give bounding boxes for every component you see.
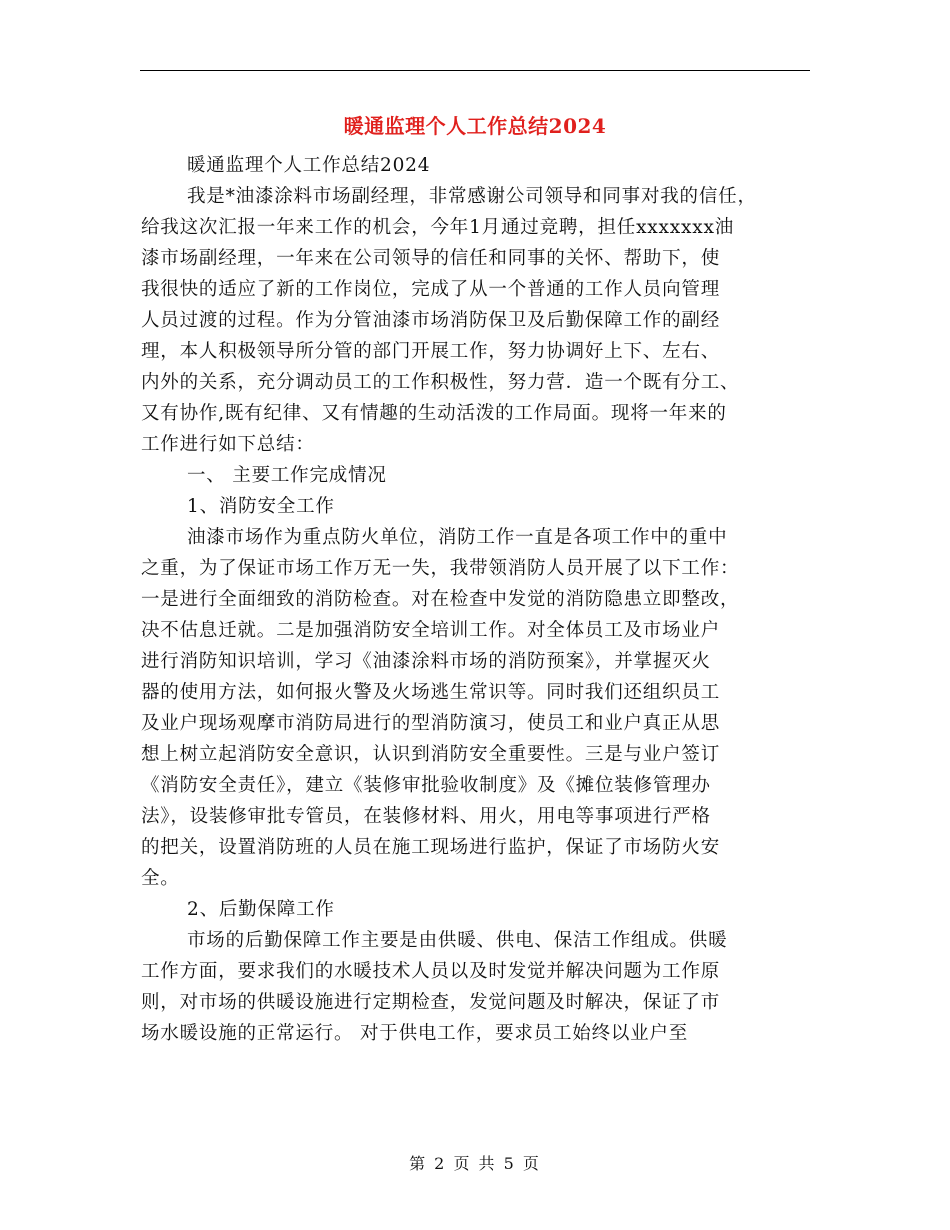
- text-line: 工作方面，要求我们的水暖技术人员以及时发觉并解决问题为工作原: [141, 961, 721, 982]
- text-line: 1、消防安全工作: [187, 496, 335, 517]
- text-line: 人员过渡的过程。作为分管油漆市场消防保卫及后勤保障工作的副经: [141, 310, 721, 331]
- text-line: 的把关，设置消防班的人员在施工现场进行监护，保证了市场防火安: [141, 837, 721, 858]
- text-line: 又有协作,既有纪律、又有情趣的生动活泼的工作局面。现将一年来的: [141, 403, 727, 424]
- text-line: 一是进行全面细致的消防检查。对在检查中发觉的消防隐患立即整改，: [141, 589, 740, 610]
- text-line: 决不估息迁就。二是加强消防安全培训工作。对全体员工及市场业户: [141, 620, 721, 641]
- text-line: 给我这次汇报一年来工作的机会，今年1月通过竞聘，担任xxxxxxx油: [141, 217, 735, 238]
- text-line: 全。: [141, 868, 180, 889]
- text-line: 之重，为了保证市场工作万无一失，我带领消防人员开展了以下工作：: [141, 558, 740, 579]
- text-line: 则，对市场的供暖设施进行定期检查，发觉问题及时解决，保证了市: [141, 992, 721, 1013]
- text-line: 漆市场副经理，一年来在公司领导的信任和同事的关怀、帮助下，使: [141, 248, 721, 269]
- document-body: [141, 150, 813, 1049]
- text-line: 工作进行如下总结：: [141, 434, 315, 455]
- text-line: 暖通监理个人工作总结2024: [187, 155, 431, 176]
- text-line: 油漆市场作为重点防火单位，消防工作一直是各项工作中的重中: [187, 527, 728, 548]
- text-line: 想上树立起消防安全意识，认识到消防安全重要性。三是与业户签订: [141, 744, 721, 765]
- text-line: 进行消防知识培训，学习《油漆涂料市场的消防预案》，并掌握灭火: [141, 651, 711, 672]
- text-line: 2、后勤保障工作: [187, 899, 335, 920]
- text-line: 我很快的适应了新的工作岗位，完成了从一个普通的工作人员向管理: [141, 279, 721, 300]
- text-line: 及业户现场观摩市消防局进行的型消防演习，使员工和业户真正从思: [141, 713, 721, 734]
- text-line: 法》，设装修审批专管员，在装修材料、用火，用电等事项进行严格: [141, 806, 711, 827]
- text-line: 内外的关系，充分调动员工的工作积极性，努力营．造一个既有分工、: [141, 372, 740, 393]
- text-line: 《消防安全责任》，建立《装修审批验收制度》及《摊位装修管理办: [141, 775, 711, 796]
- text-line: 场水暖设施的正常运行。 对于供电工作，要求员工始终以业户至: [141, 1023, 689, 1044]
- text-line: 市场的后勤保障工作主要是由供暖、供电、保洁工作组成。供暖: [187, 930, 728, 951]
- text-line: 我是*油漆涂料市场副经理，非常感谢公司领导和同事对我的信任，: [187, 186, 757, 207]
- header-rule: [140, 70, 810, 71]
- text-line: 器的使用方法，如何报火警及火场逃生常识等。同时我们还组织员工: [141, 682, 721, 703]
- document-title: 暖通监理个人工作总结2024: [343, 114, 607, 138]
- text-line: 一、 主要工作完成情况: [187, 465, 387, 486]
- text-line: 理，本人积极领导所分管的部门开展工作，努力协调好上下、左右、: [141, 341, 721, 362]
- page-number: 第 2 页 共 5 页: [409, 1154, 541, 1173]
